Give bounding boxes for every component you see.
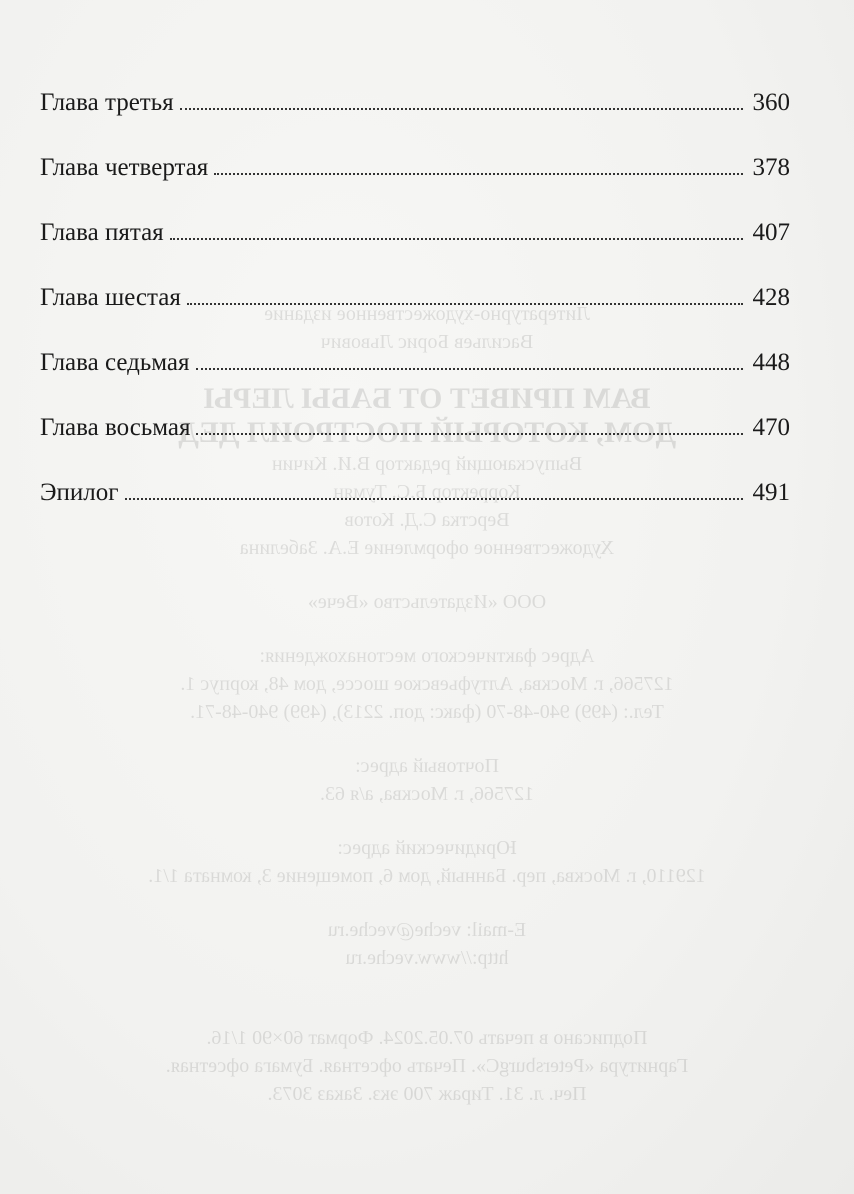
bleed-line: 127566, г. Москва, Алтуфьевское шоссе, дом 48, корпус 1. xyxy=(180,673,674,695)
toc-dot-leader xyxy=(196,367,743,370)
bleed-line: 129110, г. Москва, пер. Банный, дом 6, помещение 3, комната 1/1. xyxy=(148,865,706,887)
bleed-line: http://www.veche.ru xyxy=(345,947,509,969)
toc-entry-chapter-6[interactable] xyxy=(40,283,790,348)
bleed-line: Верстка С.Д. Котов xyxy=(344,509,510,531)
toc-entry-page: 407 xyxy=(752,219,790,246)
bleed-line: Корректор Б.С. Тумян xyxy=(333,481,521,503)
bleed-line: ВАМ ПРИВЕТ ОТ БАБЫ ЛЕРЫ xyxy=(203,382,651,415)
toc-entry-page: 378 xyxy=(752,154,790,181)
toc-entry-title: Глава седьмая xyxy=(40,349,190,376)
bleed-line: Художественное оформление Е.А. Забелина xyxy=(239,537,615,559)
bleed-line: Васильев Борис Львович xyxy=(320,331,534,353)
toc-entry-page: 491 xyxy=(752,479,790,506)
toc-entry-chapter-8[interactable] xyxy=(40,413,790,478)
bleed-line: Почтовый адрес: xyxy=(355,755,499,777)
toc-dot-leader xyxy=(187,302,743,305)
toc-dot-leader xyxy=(180,107,743,110)
toc-entry-chapter-5[interactable] xyxy=(40,218,790,283)
toc-entry-page: 470 xyxy=(752,414,790,441)
toc-dot-leader xyxy=(125,497,743,500)
bleed-line: Печ. л. 31. Тираж 700 экз. Заказ 3073. xyxy=(267,1083,587,1105)
toc-dot-leader xyxy=(214,172,742,175)
toc-entry-chapter-4[interactable] xyxy=(40,153,790,218)
toc-entry-page: 428 xyxy=(752,284,790,311)
toc-entry-page: 448 xyxy=(752,349,790,376)
toc-entry-epilogue[interactable] xyxy=(40,478,790,543)
toc-dot-leader xyxy=(170,237,743,240)
bleed-line: Литературно-художественное издание xyxy=(264,303,590,325)
toc-entry-title: Глава третья xyxy=(40,89,174,116)
bleed-line: Выпускающий редактор В.И. Кичин xyxy=(271,453,583,475)
toc-entry-chapter-7[interactable] xyxy=(40,348,790,413)
toc-entry-title: Эпилог xyxy=(40,479,119,506)
bleed-line: Юридический адрес: xyxy=(337,837,517,859)
bleed-line: 127566, г. Москва, а/я 63. xyxy=(320,783,535,805)
toc-entry-title: Глава шестая xyxy=(40,284,181,311)
toc-dot-leader xyxy=(196,432,742,435)
bleed-line: ООО «Издательство «Вече» xyxy=(307,591,547,613)
bleed-line: ДОМ, КОТОРЫЙ ПОСТРОИЛ ДЕД xyxy=(178,416,676,449)
bleed-line: Тел.: (499) 940-48-70 (факс: доп. 2213), (499) 940-48-71. xyxy=(190,701,664,723)
table-of-contents xyxy=(40,88,790,543)
bleed-line: E-mail: veche@veche.ru xyxy=(327,919,527,941)
bleed-line: Подписано в печать 07.05.2024. Формат 60×90 1/16. xyxy=(206,1027,648,1049)
toc-entry-chapter-3[interactable] xyxy=(40,88,790,153)
bleed-line: Адрес фактического местонахождения: xyxy=(259,645,595,667)
toc-entry-title: Глава восьмая xyxy=(40,414,191,441)
toc-entry-page: 360 xyxy=(752,89,790,116)
bleed-line: Гарнитура «PetersburgC». Печать офсетная. Бумага офсетная. xyxy=(165,1055,689,1077)
toc-entry-title: Глава пятая xyxy=(40,219,164,246)
toc-entry-title: Глава четвертая xyxy=(40,154,209,181)
